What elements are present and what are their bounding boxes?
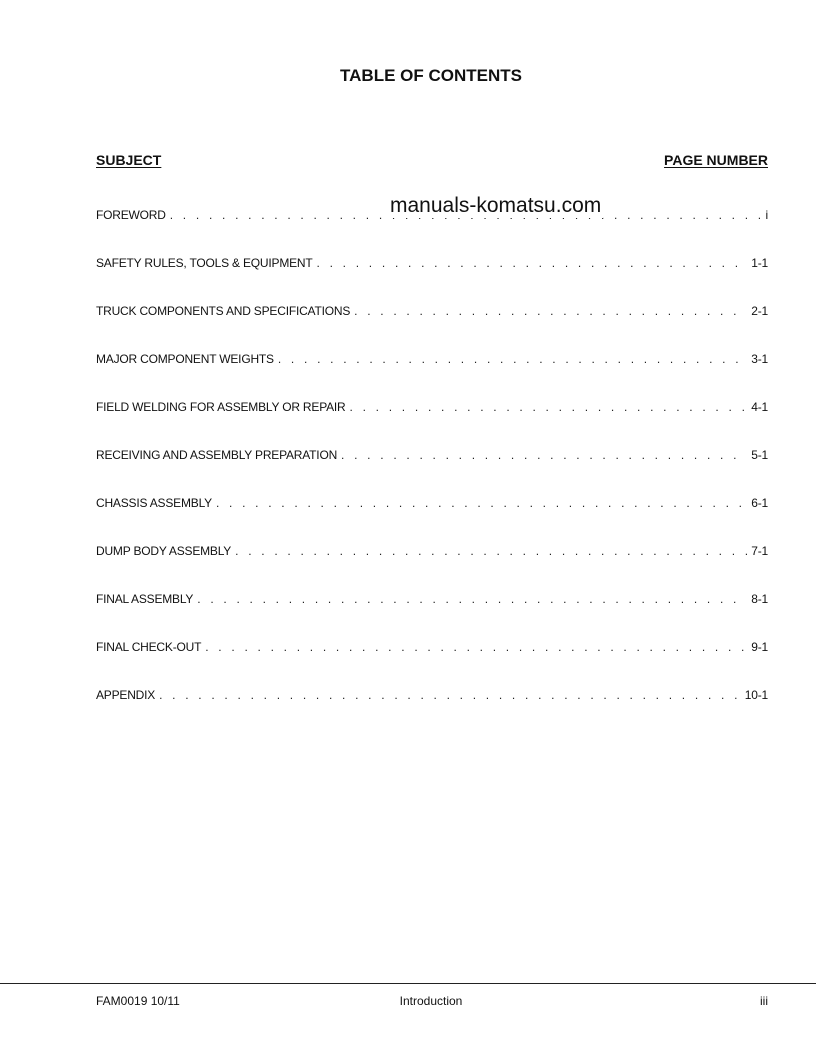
page-title: TABLE OF CONTENTS: [340, 66, 522, 85]
toc-entry-safety-rules[interactable]: [96, 256, 768, 304]
toc-entry-label: TRUCK COMPONENTS AND SPECIFICATIONS: [96, 304, 351, 318]
toc-entry-truck-components[interactable]: [96, 304, 768, 352]
toc-entry-receiving-preparation[interactable]: [96, 448, 768, 496]
toc-entry-page: 5-1: [751, 448, 768, 462]
toc-entry-field-welding[interactable]: [96, 400, 768, 448]
toc-entry-appendix[interactable]: [96, 688, 768, 736]
toc-entry-page: 2-1: [751, 304, 768, 318]
toc-entry-page: 6-1: [751, 496, 768, 510]
toc-entry-label: DUMP BODY ASSEMBLY: [96, 544, 232, 558]
dot-leader: [159, 688, 741, 702]
toc-entry-label: RECEIVING AND ASSEMBLY PREPARATION: [96, 448, 338, 462]
dot-leader: [350, 400, 748, 414]
toc-entry-label: APPENDIX: [96, 688, 156, 702]
dot-leader: [317, 256, 748, 270]
footer-section: Introduction: [399, 994, 463, 1008]
toc-entry-label: MAJOR COMPONENT WEIGHTS: [96, 352, 274, 366]
toc-entry-label: FINAL CHECK-OUT: [96, 640, 202, 654]
toc-entry-page: 3-1: [751, 352, 768, 366]
toc-entry-label: CHASSIS ASSEMBLY: [96, 496, 212, 510]
toc-entry-page: 10-1: [744, 688, 768, 702]
toc-entry-page: 1-1: [751, 256, 768, 270]
dot-leader: [216, 496, 747, 510]
subject-column-header: SUBJECT: [96, 152, 162, 168]
toc-entry-page: 8-1: [751, 592, 768, 606]
dot-leader: [205, 640, 747, 654]
toc-entry-page: 9-1: [751, 640, 768, 654]
toc-entry-component-weights[interactable]: [96, 352, 768, 400]
dot-leader: [341, 448, 747, 462]
watermark-text: manuals-komatsu.com: [390, 194, 602, 217]
toc-entry-label: FOREWORD: [96, 208, 166, 222]
toc-entry-label: FINAL ASSEMBLY: [96, 592, 194, 606]
dot-leader: [197, 592, 747, 606]
toc-entry-chassis-assembly[interactable]: [96, 496, 768, 544]
toc-entry-final-assembly[interactable]: [96, 592, 768, 640]
toc-entry-page: 7-1: [751, 544, 768, 558]
page-number-column-header: PAGE NUMBER: [664, 152, 768, 168]
dot-leader: [278, 352, 747, 366]
footer-doc-code: FAM0019 10/11: [96, 994, 180, 1008]
toc-entry-page: 4-1: [751, 400, 768, 414]
toc-entry-final-check-out[interactable]: [96, 640, 768, 688]
table-of-contents: [96, 208, 768, 736]
toc-entry-label: SAFETY RULES, TOOLS & EQUIPMENT: [96, 256, 313, 270]
dot-leader: [354, 304, 747, 318]
toc-entry-dump-body-assembly[interactable]: [96, 544, 768, 592]
footer-page-number: iii: [760, 994, 768, 1008]
toc-entry-label: FIELD WELDING FOR ASSEMBLY OR REPAIR: [96, 400, 346, 414]
footer-divider: [0, 983, 816, 984]
toc-entry-page: i: [765, 208, 768, 222]
dot-leader: [235, 544, 747, 558]
